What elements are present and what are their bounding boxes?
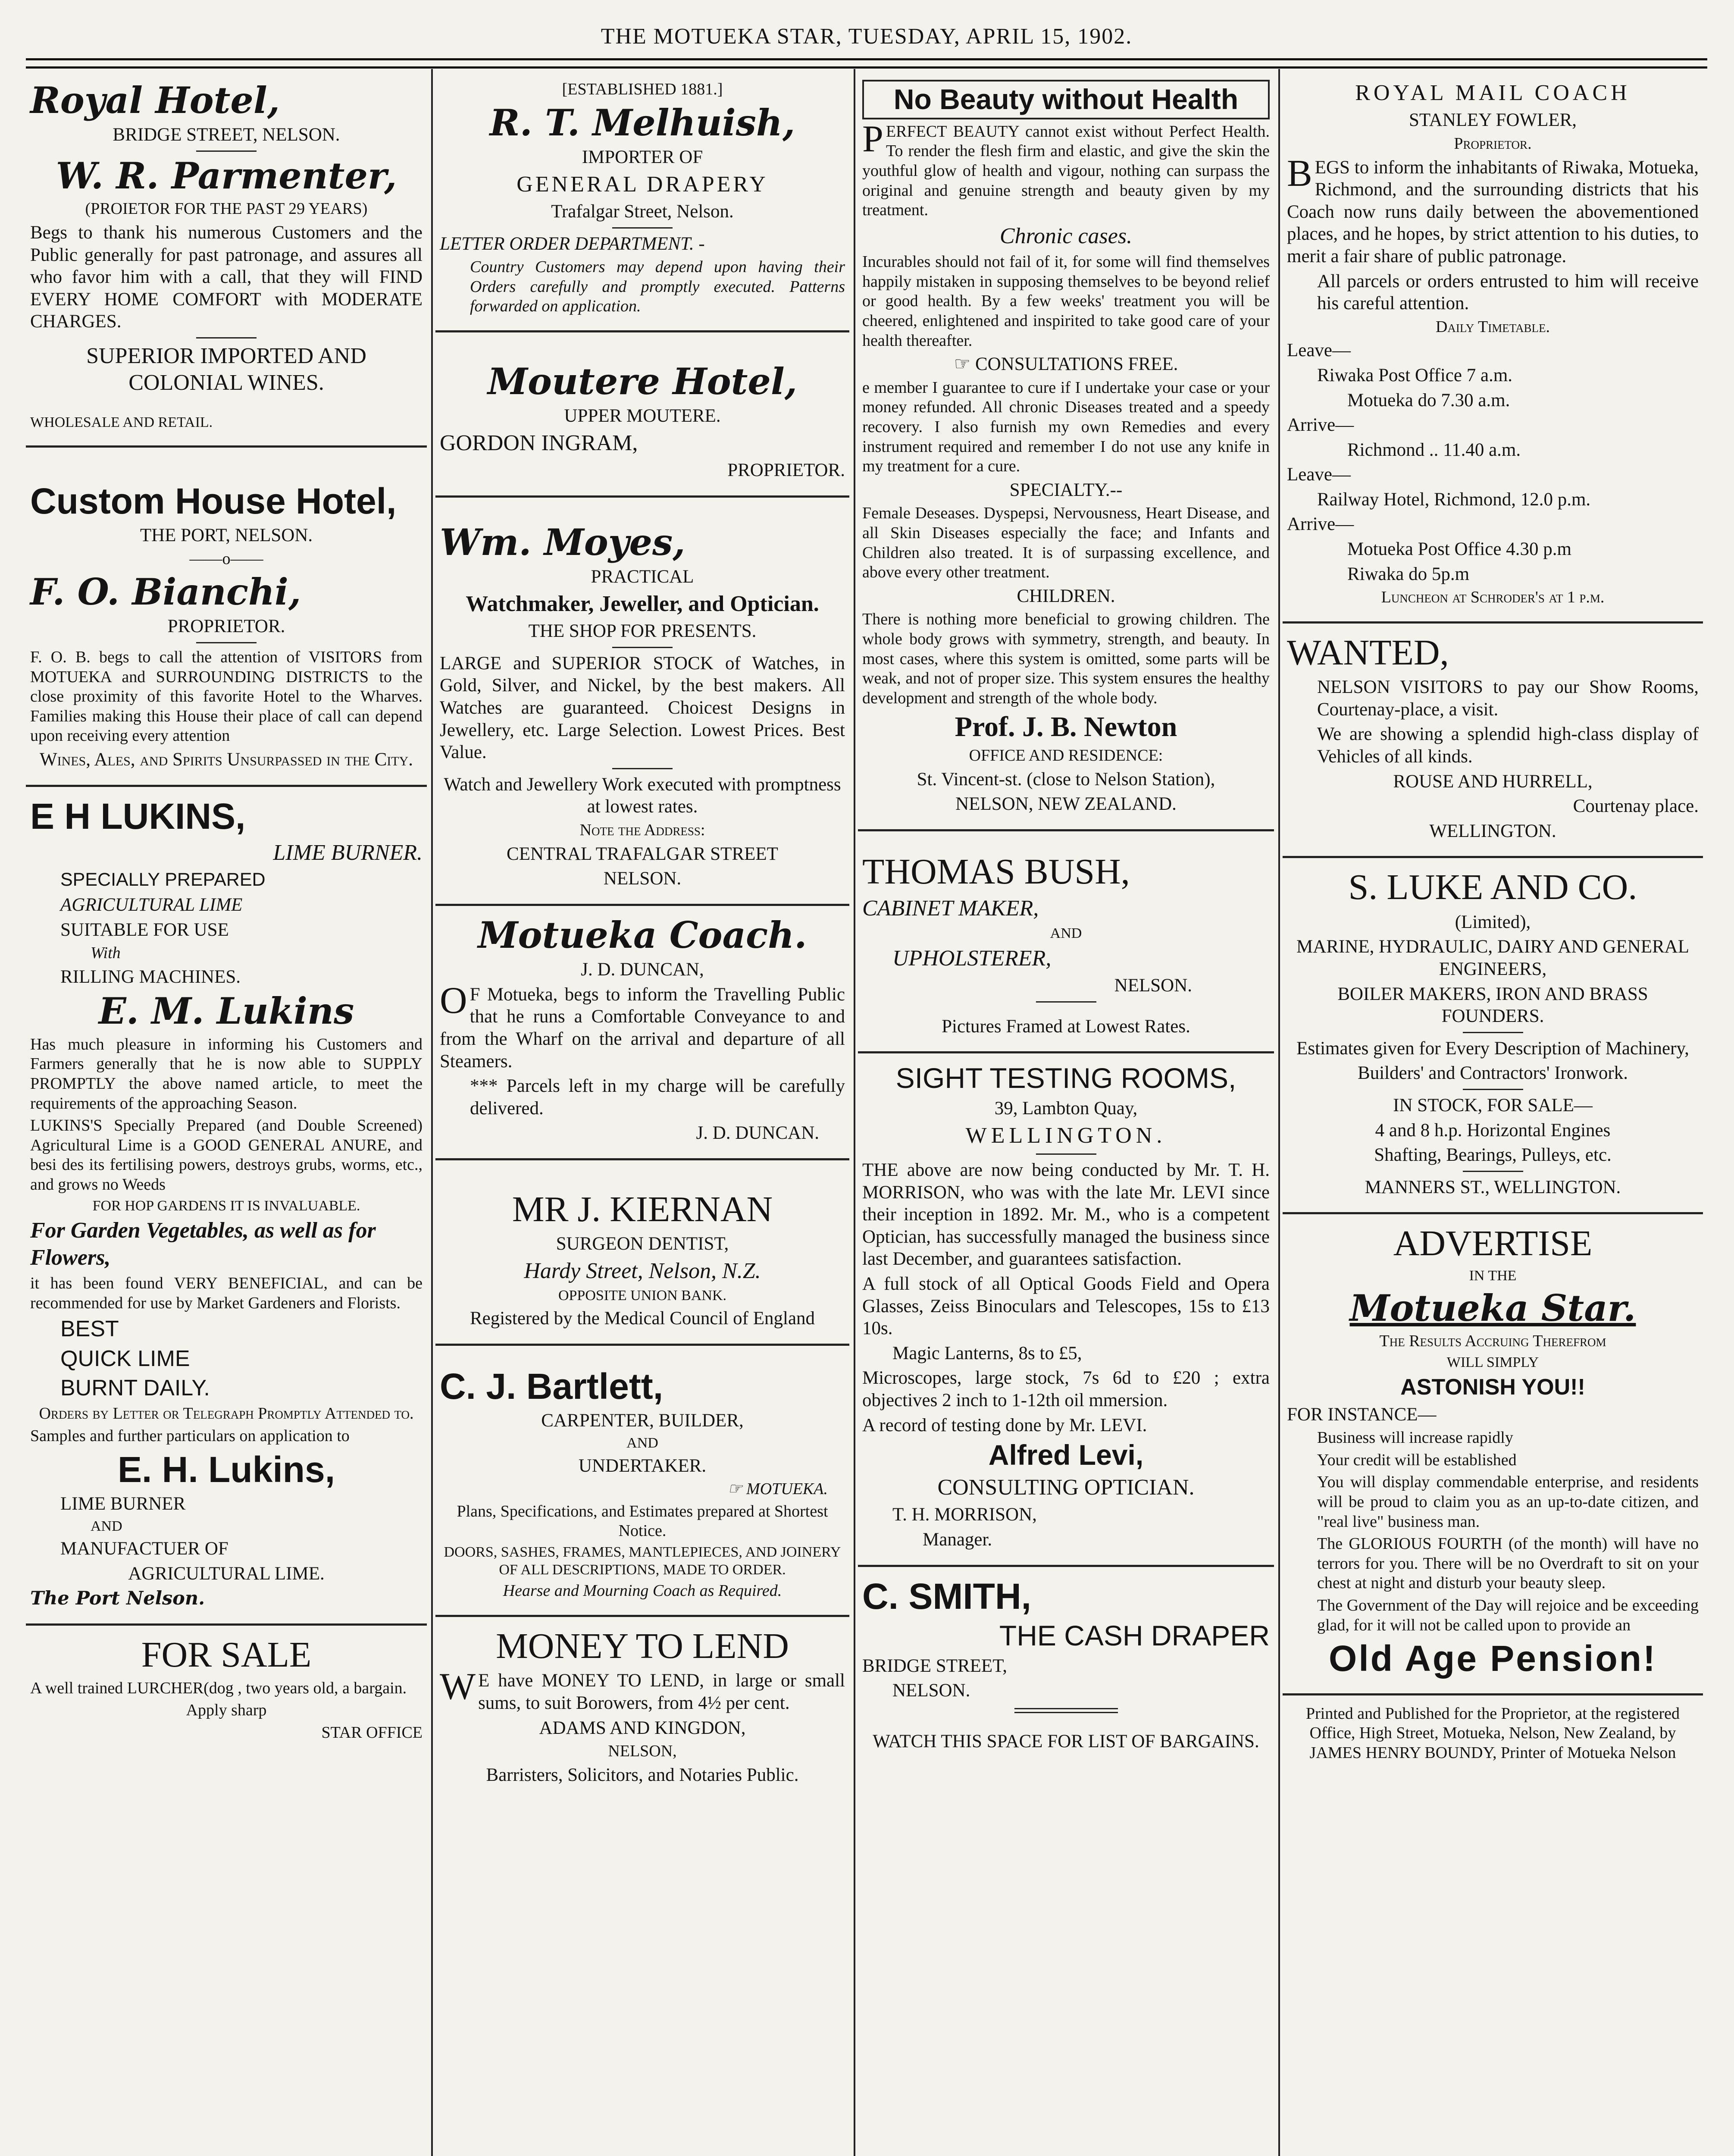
divider (196, 150, 257, 152)
ad-line: NELSON. (603, 868, 682, 889)
divider (196, 642, 257, 643)
ad-title: Motueka Coach. (478, 913, 807, 956)
column-divider (1278, 69, 1280, 2156)
ad-kiernan (435, 1160, 849, 1346)
ad-title: SIGHT TESTING ROOMS, (895, 1062, 1236, 1094)
ad-title: No Beauty without Health (862, 80, 1270, 119)
ad-sight-testing (858, 1053, 1274, 1567)
ad-line: Manager. (923, 1529, 992, 1550)
ad-line: ☞ MOTUEKA. (727, 1480, 828, 1498)
ad-body: *** Parcels left in my charge will be carefully delivered. (470, 1076, 845, 1119)
ad-line: ROUSE AND HURRELL, (1393, 771, 1593, 792)
ad-line: PRACTICAL (591, 567, 694, 587)
ad-melhuish (435, 71, 849, 332)
ad-line: UPHOLSTERER, (892, 946, 1052, 971)
ad-name: E. H. Lukins, (117, 1449, 335, 1490)
ad-line: FOR INSTANCE— (1287, 1404, 1437, 1425)
ad-line: OPPOSITE UNION BANK. (558, 1288, 727, 1304)
timetable-row: Richmond .. 11.40 a.m. (1347, 439, 1521, 460)
ad-line: STAR OFFICE (321, 1723, 423, 1742)
ad-line: CABINET MAKER, (862, 896, 1039, 921)
ad-line: BURNT DAILY. (60, 1376, 210, 1401)
ad-body: WE have MONEY TO LEND, in large or small sums, to suit Borowers, from 4½ per cent. (440, 1666, 845, 1714)
divider-text: ——o—— (189, 549, 263, 568)
ad-line: Orders by Letter or Telegraph Promptly Attended to. (39, 1404, 414, 1423)
divider (1014, 1708, 1118, 1713)
masthead: THE MOTUEKA STAR, TUESDAY, APRIL 15, 1902. (601, 24, 1133, 49)
ad-title: R. T. Melhuish, (489, 101, 795, 144)
ad-line: Registered by the Medical Council of England (469, 1308, 815, 1329)
ad-body: Microscopes, large stock, 7s 6d to £20 ; extra objectives 2 inch to 1-12th oil mmersion. (862, 1368, 1270, 1410)
ad-line: AND (626, 1435, 658, 1451)
ad-line: UPPER MOUTERE. (564, 406, 721, 426)
ad-line: St. Vincent-st. (close to Nelson Station), (917, 769, 1215, 790)
ad-line: NELSON, (608, 1742, 677, 1761)
timetable-row: Motueka do 7.30 a.m. (1347, 390, 1510, 411)
ad-address: BRIDGE STREET, NELSON. (113, 125, 340, 145)
ad-body: F. O. B. begs to call the attention of VISITORS from MOTUEKA and SURROUNDING DISTRICTS to the close proximity of this favorite Hotel to the Wharves. Families making this House their place of call can depend upon receiving every attention (30, 648, 423, 745)
ad-lukins (26, 787, 427, 1626)
ad-name: STANLEY FOWLER, (1408, 110, 1577, 131)
ad-line: Note the Address: (579, 821, 705, 840)
column-2 (435, 71, 849, 2156)
divider (1463, 1171, 1523, 1172)
timetable-row: Railway Hotel, Richmond, 12.0 p.m. (1317, 489, 1591, 510)
ad-body: Female Deseases. Dyspepsi, Nervousness, Heart Disease, and all Skin Diseases especially the face; and Infants and Children also treated. It is of surpassing excellence, and above every other treatment. (862, 504, 1270, 582)
ad-body: NELSON VISITORS to pay our Show Rooms, Courtenay-place, a visit. (1317, 677, 1699, 720)
ad-body: it has been found VERY BENEFICIAL, and can be recommended for use by Market Gardeners and Florists. (30, 1274, 423, 1312)
ad-subtitle: (PROIETOR FOR THE PAST 29 YEARS) (85, 200, 368, 218)
ad-title: MONEY TO LEND (496, 1626, 789, 1667)
ad-body: Watch and Jewellery Work executed with promptness at lowest rates. (444, 774, 841, 817)
ad-line: MANNERS ST., WELLINGTON. (1365, 1177, 1621, 1197)
masthead-rule (26, 58, 1707, 69)
ad-line: NELSON. (892, 1680, 970, 1701)
ad-line: SUITABLE FOR USE (60, 919, 229, 940)
ad-line: SPECIALLY PREPARED (60, 869, 266, 890)
ad-highlight: Old Age Pension! (1329, 1638, 1657, 1679)
ad-line: IMPORTER OF (582, 147, 703, 167)
ad-address: THE PORT, NELSON. (140, 525, 313, 545)
divider (612, 768, 673, 769)
ad-heading: Daily Timetable. (1435, 317, 1550, 336)
ad-highlight: For Garden Vegetables, as well as for Flowers, (30, 1218, 376, 1270)
ad-body: e member I guarantee to cure if I undertake your case or your money refunded. All chronic Diseases treated and a speedy recovery. I also furnish my own Remedies and every instrument required and remember I do not use any knife in my treatment for a cure. (862, 378, 1270, 476)
ad-line: LETTER ORDER DEPARTMENT. - (440, 233, 705, 254)
ad-line: THE SHOP FOR PRESENTS. (528, 621, 757, 642)
ad-list-item: The Government of the Day will rejoice and be exceeding glad, for it will not be called upon to provide an (1317, 1596, 1699, 1634)
ad-money-to-lend (435, 1617, 849, 1800)
ad-line: The Port Nelson. (30, 1587, 205, 1609)
ad-line: SURGEON DENTIST, (556, 1234, 729, 1254)
ad-body: Incurables should not fail of it, for some will find themselves happily mistaken in supposing themselves to be beyond relief or good health. By a few weeks' treatment you will be cheered, enlightened and inspirited to take good care of your health thereafter. (862, 253, 1270, 350)
ad-heading: SPECIALTY.-- (1009, 479, 1123, 500)
ad-body: Has much pleasure in informing his Customers and Farmers generally that he is now able to SUPPLY PROMPTLY the above named article, to meet the requirements of the approaching Season. (30, 1035, 423, 1112)
ad-body: Country Customers may depend upon having their Orders carefully and promptly executed. Patterns forwarded on application. (470, 258, 845, 316)
column-3 (858, 71, 1274, 2156)
divider (1463, 1089, 1523, 1090)
ad-sign: J. D. DUNCAN. (696, 1123, 819, 1144)
ad-body: Magic Lanterns, 8s to £5, (892, 1343, 1082, 1363)
ad-line: WELLINGTON. (1429, 821, 1556, 841)
ad-custom-house (26, 448, 427, 787)
divider (196, 337, 257, 338)
ad-title: C. SMITH, (862, 1576, 1031, 1617)
ad-royal-hotel (26, 71, 427, 448)
ad-body: There is nothing more beneficial to growing children. The whole body grows with symmetry, strength, and beauty. In most cases, where this system is omitted, some parts will be weak, and not of proper size. This system ensures the healthy development and strength of the whole body. (862, 610, 1270, 707)
ad-line: 4 and 8 h.p. Horizontal Engines (1375, 1120, 1611, 1141)
ad-line: Pictures Framed at Lowest Rates. (942, 1016, 1190, 1037)
ad-list-item: The GLORIOUS FOURTH (of the month) will have no terrors for you. There will be no Overdraft to sit on your chest at night and disturb your beauty sleep. (1317, 1535, 1699, 1592)
timetable-label: Arrive— (1287, 514, 1354, 535)
ad-established: [ESTABLISHED 1881.] (562, 80, 723, 98)
ad-line: Shafting, Bearings, Pulleys, etc. (1374, 1145, 1612, 1166)
ad-line: Hearse and Mourning Coach as Required. (503, 1582, 782, 1600)
ad-name: J. D. DUNCAN, (581, 959, 704, 980)
ad-list-item: Business will increase rapidly (1317, 1429, 1513, 1447)
ad-title: Royal Hotel, (30, 79, 280, 122)
ad-body: THE above are now being conducted by Mr. T. H. MORRISON, who was with the late Mr. LEVI since their inception in 1892. Mr. M., who is a competent Optician, has successfully managed the business since last December, and guarantees satisfaction. (862, 1160, 1270, 1269)
ad-highlight: ASTONISH YOU!! (1400, 1375, 1585, 1400)
divider (612, 227, 673, 229)
timetable-row: Riwaka do 5p.m (1347, 564, 1470, 584)
ad-wanted (1283, 624, 1703, 859)
ad-line: WILL SIMPLY (1446, 1354, 1539, 1370)
ad-line: RILLING MACHINES. (60, 966, 241, 987)
ad-royal-mail-coach (1283, 71, 1703, 624)
ad-line: The Results Accruing Therefrom (1379, 1332, 1606, 1350)
ad-advertise (1283, 1214, 1703, 1695)
ad-name: GORDON INGRAM, (440, 430, 638, 455)
ad-title: S. LUKE AND CO. (1348, 867, 1637, 908)
timetable-label: Arrive— (1287, 415, 1354, 436)
column-1 (26, 71, 427, 2156)
divider (1036, 1153, 1096, 1155)
imprint (1283, 1695, 1703, 1777)
ad-c-smith (858, 1567, 1274, 1767)
ad-proprietor: W. R. Parmenter, (56, 154, 397, 197)
ad-line: NELSON. (1114, 975, 1192, 996)
ad-line: AGRICULTURAL LIME (60, 895, 243, 915)
ad-line: BOILER MAKERS, IRON AND BRASS FOUNDERS. (1337, 984, 1648, 1027)
ad-body: A well trained LURCHER(dog , two years old, a bargain. (30, 1679, 407, 1697)
ad-title: ROYAL MAIL COACH (1355, 81, 1631, 105)
ad-line: IN STOCK, FOR SALE— (1393, 1095, 1593, 1116)
column-divider (431, 69, 433, 2156)
ad-line: CENTRAL TRAFALGAR STREET (507, 843, 778, 864)
ad-motueka-coach (435, 906, 849, 1160)
ad-line: Plans, Specifications, and Estimates prepared at Shortest Notice. (457, 1502, 828, 1540)
ad-line: Trafalgar Street, Nelson. (551, 201, 734, 222)
ad-moutere-hotel (435, 332, 849, 498)
ad-heading: ☞ CONSULTATIONS FREE. (954, 354, 1178, 375)
ad-body: LARGE and SUPERIOR STOCK of Watches, in Gold, Silver, and Nickel, by the best makers. All Watches are guaranteed. Choicest Designs in Jewellery, etc. Large Selection. Lowest Prices. Best Value. (440, 653, 845, 763)
ad-moyes (435, 498, 849, 906)
ad-line: MANUFACTUER OF (60, 1539, 228, 1559)
ad-line: Barristers, Solicitors, and Notaries Public. (486, 1764, 799, 1785)
ad-line: OFFICE AND RESIDENCE: (969, 746, 1163, 765)
ad-line: IN THE (1469, 1267, 1517, 1284)
ad-body: A record of testing done by Mr. LEVI. (862, 1415, 1147, 1435)
ad-line: (Limited), (1455, 912, 1531, 932)
ad-trade: LIME BURNER. (273, 840, 423, 865)
ad-heading: CHILDREN. (1017, 586, 1115, 606)
ad-line: Estimates given for Every Description of Machinery, (1296, 1038, 1689, 1059)
ad-trade: WHOLESALE AND RETAIL. (30, 414, 213, 430)
timetable-label: Leave— (1287, 464, 1351, 485)
ad-line: Hardy Street, Nelson, N.Z. (524, 1258, 761, 1283)
timetable-row: Riwaka Post Office 7 a.m. (1317, 365, 1513, 385)
ad-body: We are showing a splendid high-class display of Vehicles of all kinds. (1317, 724, 1699, 767)
ad-line: Samples and further particulars on application to (30, 1427, 350, 1445)
ad-body: LUKINS'S Specially Prepared (and Double Screened) Agricultural Lime is a GOOD GENERAL ANURE, and besi des its fertilising powers, destroys grubs, worms, etc., and grows no Weeds (30, 1116, 423, 1194)
ad-list-item: You will display commendable enterprise, and residents will be proud to claim you as an up-to-date citizen, and "real live" business man. (1317, 1473, 1699, 1531)
ad-role: PROPRIETOR. (167, 616, 285, 637)
ad-name: Alfred Levi, (988, 1439, 1144, 1471)
ad-title: Custom House Hotel, (30, 480, 397, 521)
ad-line: UNDERTAKER. (578, 1455, 707, 1476)
ad-line: Courtenay place. (1573, 796, 1699, 817)
ad-line: AGRICULTURAL LIME. (128, 1564, 325, 1584)
imprint-text: Printed and Published for the Proprietor, at the registered Office, High Street, Motueka, Nelson, New Zealand, by JAMES HENRY BOUNDY, Printer of Motueka Nelson (1306, 1704, 1680, 1762)
ad-name: Prof. J. B. Newton (955, 711, 1177, 743)
ad-title: E H LUKINS, (30, 796, 246, 837)
ad-line: Builders' and Contractors' Ironwork. (1358, 1063, 1628, 1084)
ad-line: With (91, 944, 121, 962)
ad-subtitle: THE CASH DRAPER (999, 1620, 1270, 1651)
ad-body: All parcels or orders entrusted to him will receive his careful attention. (1317, 271, 1699, 314)
ad-title: WANTED, (1287, 632, 1449, 673)
ad-line: BEST (60, 1316, 119, 1342)
ad-title: Moutere Hotel, (487, 360, 798, 403)
ad-line: WATCH THIS SPACE FOR LIST OF BARGAINS. (873, 1731, 1259, 1752)
ad-bartlett (435, 1346, 849, 1617)
ad-footer: Wines, Ales, and Spirits Unsurpassed in the City. (39, 749, 413, 770)
timetable-row: Motueka Post Office 4.30 p.m (1347, 539, 1571, 560)
ad-line: LIME BURNER (60, 1494, 186, 1514)
ad-line: GENERAL DRAPERY (516, 172, 768, 197)
ad-body: PERFECT BEAUTY cannot exist without Perfect Health. To render the flesh firm and elastic, and give the skin the youthful glow of health and vigour, nothing can surpass the original and genuine strength and beauty given by my treatment. (862, 118, 1270, 219)
ad-line: FOR HOP GARDENS IT IS INVALUABLE. (92, 1197, 360, 1214)
divider (1463, 1032, 1523, 1033)
ad-line: AND (1050, 925, 1082, 941)
ad-line: MARINE, HYDRAULIC, DAIRY AND GENERAL ENGINEERS, (1296, 937, 1689, 979)
ad-line: CONSULTING OPTICIAN. (937, 1475, 1195, 1500)
ad-role: Proprietor. (1454, 134, 1532, 153)
ad-body: A full stock of all Optical Goods Field and Opera Glasses, Zeiss Binoculars and Telescopes, 15s to £13 10s. (862, 1273, 1270, 1339)
ad-for-sale (26, 1626, 427, 1756)
ad-thomas-bush (858, 831, 1274, 1053)
ad-line: 39, Lambton Quay, (994, 1098, 1138, 1119)
ad-luke-and-co (1283, 858, 1703, 1214)
ad-name: E. M. Lukins (98, 990, 354, 1033)
ad-wines: SUPERIOR IMPORTED AND COLONIAL WINES. (86, 343, 366, 395)
ad-line: QUICK LIME (60, 1346, 190, 1371)
ad-title: C. J. Bartlett, (440, 1366, 664, 1407)
ad-paper-name: Motueka Star. (1349, 1286, 1636, 1329)
ad-line: CARPENTER, BUILDER, (541, 1410, 744, 1431)
ad-line: DOORS, SASHES, FRAMES, MANTLEPIECES, AND JOINERY OF ALL DESCRIPTIONS, MADE TO ORDER. (444, 1544, 841, 1578)
ad-heading: Chronic cases. (999, 223, 1133, 248)
ad-line: ADAMS AND KINGDON, (539, 1717, 746, 1738)
timetable-label: Leave— (1287, 340, 1351, 361)
ad-body: BEGS to inform the inhabitants of Riwaka, Motueka, Richmond, and the surrounding districts that his Coach now runs daily between the abovementioned places, and he hopes, by strict attention to his duties, to merit a fair share of public patronage. (1287, 152, 1699, 266)
ad-line: T. H. MORRISON, (892, 1504, 1037, 1525)
ad-title: Wm. Moyes, (440, 520, 685, 564)
ad-title: THOMAS BUSH, (862, 851, 1130, 892)
ad-line: Luncheon at Schroder's at 1 p.m. (1381, 588, 1605, 607)
ad-line: Watchmaker, Jeweller, and Optician. (466, 591, 819, 616)
ad-body: OF Motueka, begs to inform the Travelling Public that he runs a Comfortable Conveyance to and from the Wharf on the arrival and departure of all Steamers. (440, 979, 845, 1072)
ad-line: NELSON, NEW ZEALAND. (955, 794, 1177, 815)
ad-role: PROPRIETOR. (727, 460, 845, 481)
divider (612, 647, 673, 648)
ad-line: AND (91, 1518, 122, 1534)
ad-line: WELLINGTON. (965, 1123, 1167, 1148)
ad-list-item: Your credit will be established (1317, 1451, 1517, 1469)
ad-line: BRIDGE STREET, (862, 1655, 1008, 1676)
ad-line: Apply sharp (186, 1701, 267, 1720)
ad-title: FOR SALE (141, 1635, 312, 1675)
column-4 (1283, 71, 1703, 2156)
ad-newton (858, 71, 1274, 831)
ad-body: Begs to thank his numerous Customers and the Public generally for past patronage, and assures all who favor him with a call, that they will FIND EVERY HOME COMFORT with MODERATE CHARGES. (30, 222, 423, 332)
divider (1036, 1001, 1096, 1003)
ad-title: ADVERTISE (1393, 1223, 1593, 1264)
ad-proprietor: F. O. Bianchi, (30, 570, 301, 614)
ad-title: MR J. KIERNAN (512, 1189, 773, 1229)
column-divider (854, 69, 855, 2156)
